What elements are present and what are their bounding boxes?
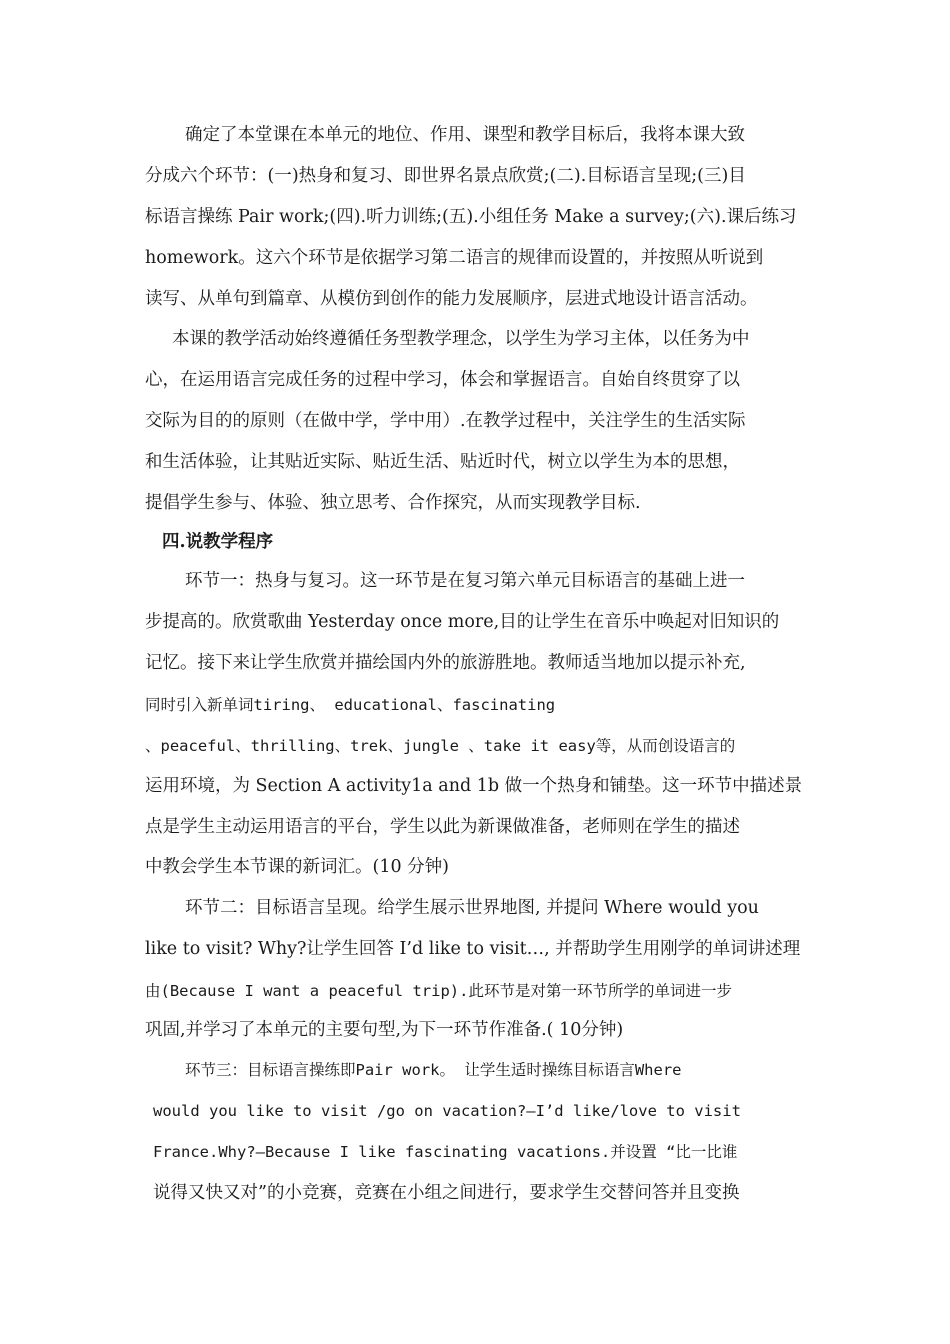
paragraph-line: 读写、从单句到篇章、从模仿到创作的能力发展顺序，层进式地设计语言活动。 <box>145 289 758 309</box>
paragraph-line: 由(Because I want a peaceful trip).此环节是对第一环节所学的单词进一步 <box>145 982 732 1000</box>
paragraph-line: 同时引入新单词tiring、 educational、fascinating <box>145 696 556 714</box>
paragraph-line: 环节三：目标语言操练即Pair work。 让学生适时操练目标语言Where <box>185 1061 682 1079</box>
paragraph-line: 标语言操练 Pair work;(四).听力训练;(五).小组任务 Make a survey;(六).课后练习 <box>145 207 797 227</box>
paragraph-line: 提倡学生参与、体验、独立思考、合作探究，从而实现教学目标. <box>145 493 641 513</box>
paragraph-line: 环节二：目标语言呈现。给学生展示世界地图, 并提问 Where would you <box>185 898 759 918</box>
paragraph-line: 本课的教学活动始终遵循任务型教学理念，以学生为学习主体，以任务为中 <box>172 329 750 349</box>
paragraph-line: 记忆。接下来让学生欣赏并描绘国内外的旅游胜地。教师适当地加以提示补充, <box>145 653 746 673</box>
paragraph-line: 巩固,并学习了本单元的主要句型,为下一环节作准备.( 10分钟) <box>145 1020 624 1040</box>
paragraph-line: 点是学生主动运用语言的平台，学生以此为新课做准备，老师则在学生的描述 <box>145 817 740 837</box>
paragraph-line: like to visit? Why?让学生回答 I’d like to visit…, 并帮助学生用刚学的单词讲述理 <box>145 939 801 959</box>
section-heading: 四.说教学程序 <box>162 532 274 552</box>
paragraph-line: 中教会学生本节课的新词汇。(10 分钟) <box>145 857 449 877</box>
paragraph-line: 、peaceful、thrilling、trek、jungle 、take it easy等，从而创设语言的 <box>145 737 736 755</box>
paragraph-line: 步提高的。欣赏歌曲 Yesterday once more,目的让学生在音乐中唤起对旧知识的 <box>145 612 780 632</box>
paragraph-line: 环节一：热身与复习。这一环节是在复习第六单元目标语言的基础上进一 <box>185 571 745 591</box>
paragraph-line: 和生活体验，让其贴近实际、贴近生活、贴近时代，树立以学生为本的思想， <box>145 452 740 472</box>
paragraph-line: 心，在运用语言完成任务的过程中学习，体会和掌握语言。自始自终贯穿了以 <box>145 370 740 390</box>
paragraph-line: 确定了本堂课在本单元的地位、作用、课型和教学目标后，我将本课大致 <box>185 125 745 145</box>
paragraph-line: France.Why?—Because I like fascinating vacations.并设置 “比一比谁 <box>153 1143 738 1161</box>
paragraph-line: would you like to visit /go on vacation?—I’d like/love to visit <box>153 1102 741 1120</box>
paragraph-line: 运用环境，为 Section A activity1a and 1b 做一个热身和铺垫。这一环节中描述景 <box>145 776 803 796</box>
paragraph-line: 说得又快又对”的小竞赛，竞赛在小组之间进行，要求学生交替问答并且变换 <box>153 1183 740 1203</box>
paragraph-line: homework。这六个环节是依据学习第二语言的规律而设置的，并按照从听说到 <box>145 248 764 268</box>
paragraph-line: 分成六个环节：(一)热身和复习、即世界名景点欣赏;(二).目标语言呈现;(三)目 <box>145 166 746 186</box>
paragraph-line: 交际为目的的原则（在做中学，学中用）.在教学过程中，关注学生的生活实际 <box>145 411 746 431</box>
